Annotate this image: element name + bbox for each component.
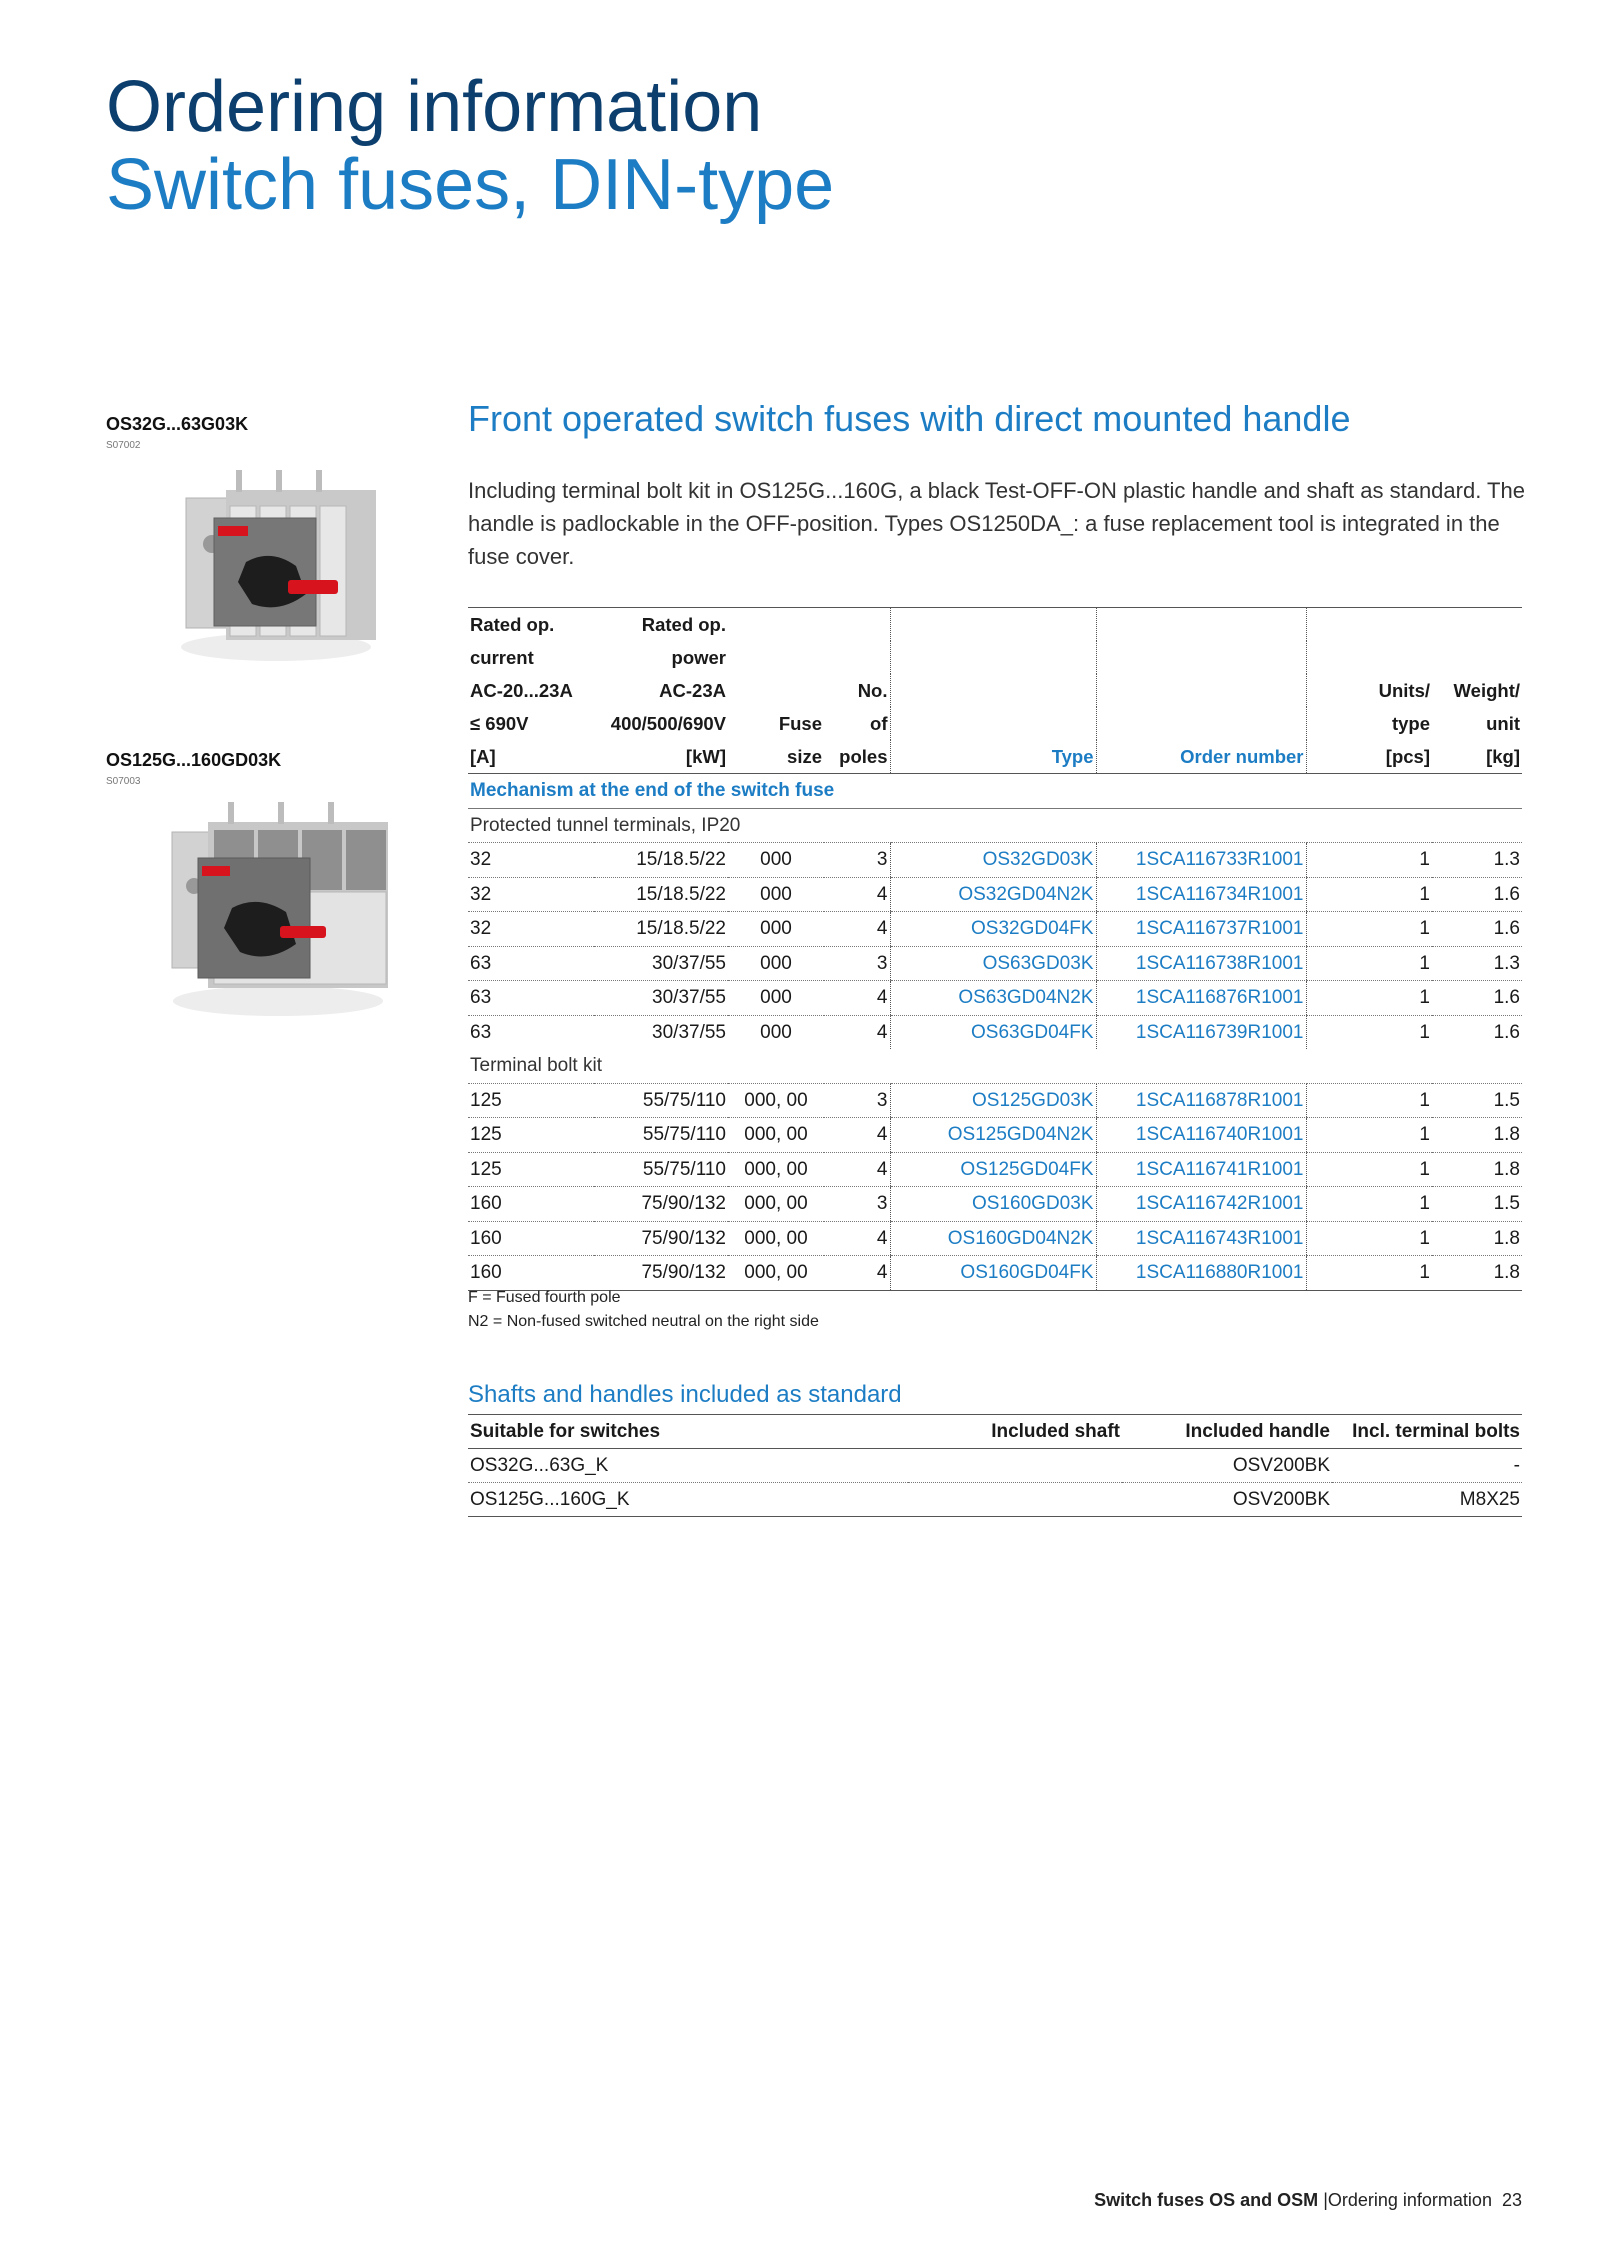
cell-weight: 1.3	[1432, 946, 1522, 981]
shafts-header-cell: Included shaft	[908, 1415, 1122, 1449]
header-row-4	[468, 707, 1522, 740]
page-title	[106, 68, 834, 224]
header-cell	[1096, 674, 1306, 707]
shafts-row	[468, 1483, 1522, 1517]
mechanism-row	[468, 774, 1522, 809]
cell-power: 55/75/110	[594, 1083, 728, 1118]
cell-current: 32	[468, 912, 594, 947]
header-cell	[728, 674, 824, 707]
header-cell	[890, 641, 1096, 674]
cell-type[interactable]: OS160GD04N2K	[890, 1221, 1096, 1256]
cell-units: 1	[1306, 946, 1432, 981]
page-footer	[1094, 2190, 1522, 2211]
cell-switch: OS32G...63G_K	[468, 1449, 908, 1483]
header-cell	[890, 674, 1096, 707]
cell-weight: 1.6	[1432, 877, 1522, 912]
header-cell	[728, 608, 824, 642]
header-cell: [pcs]	[1306, 740, 1432, 774]
section-title: Front operated switch fuses with direct mounted handle	[468, 398, 1351, 439]
cell-current: 63	[468, 946, 594, 981]
table-row	[468, 843, 1522, 878]
cell-order-number[interactable]: 1SCA116740R1001	[1096, 1118, 1306, 1153]
cell-handle: OSV200BK	[1232, 1489, 1330, 1510]
cell-order-number[interactable]: 1SCA116734R1001	[1096, 877, 1306, 912]
cell-poles: 4	[824, 1118, 890, 1153]
cell-current: 63	[468, 981, 594, 1016]
cell-order-number[interactable]: 1SCA116878R1001	[1096, 1083, 1306, 1118]
table-row	[468, 1118, 1522, 1153]
table-row	[468, 1256, 1522, 1291]
cell-shaft	[908, 1449, 1122, 1483]
cell-units: 1	[1306, 1083, 1432, 1118]
page-number: 23	[1501, 2190, 1522, 2210]
cell-current: 160	[468, 1187, 594, 1222]
cell-weight: 1.8	[1432, 1221, 1522, 1256]
cell-poles: 4	[824, 1152, 890, 1187]
cell-weight: 1.6	[1493, 1021, 1520, 1043]
group-label: Terminal bolt kit	[468, 1049, 890, 1083]
cell-fuse-size: 000, 00	[744, 1262, 808, 1283]
cell-shaft	[908, 1483, 1122, 1517]
cell-power: 30/37/55	[652, 1021, 726, 1043]
table-row	[468, 1015, 1522, 1049]
cell-power: 15/18.5/22	[594, 877, 728, 912]
table-notes	[468, 1286, 819, 1334]
cell-terminal-bolts: -	[1332, 1449, 1522, 1483]
cell-poles: 3	[824, 843, 890, 878]
header-cell: AC-23A	[659, 680, 726, 701]
cell-power: 15/18.5/22	[594, 843, 728, 878]
cell-fuse-size: 000, 00	[728, 1083, 824, 1118]
cell-order-number[interactable]: 1SCA116880R1001	[1096, 1256, 1306, 1291]
table-row	[468, 1083, 1522, 1118]
cell-type[interactable]: OS63GD03K	[890, 946, 1096, 981]
product-code-1: S07002	[106, 440, 141, 451]
header-cell: Fuse	[778, 713, 822, 734]
cell-weight: 1.5	[1432, 1187, 1522, 1222]
cell-poles: 4	[824, 877, 890, 912]
header-cell	[1306, 608, 1432, 642]
header-cell: poles	[824, 740, 890, 774]
cell-order-number[interactable]: 1SCA116737R1001	[1096, 912, 1306, 947]
cell-fuse-size: 000, 00	[728, 1187, 824, 1222]
table-row	[468, 912, 1522, 947]
cell-fuse-size: 000	[728, 843, 824, 878]
shafts-header-cell: Included handle	[1122, 1415, 1332, 1449]
cell-order-number[interactable]: 1SCA116876R1001	[1096, 981, 1306, 1016]
cell-current: 160	[470, 1262, 502, 1283]
cell-weight: 1.3	[1432, 843, 1522, 878]
cell-poles: 4	[824, 912, 890, 947]
table-row	[468, 1187, 1522, 1222]
cell-type[interactable]: OS32GD04FK	[890, 912, 1096, 947]
cell-units: 1	[1306, 1187, 1432, 1222]
header-cell: 400/500/690V	[610, 713, 726, 734]
cell-current: 32	[468, 843, 594, 878]
header-row-2	[468, 641, 1522, 674]
cell-power: 30/37/55	[594, 946, 728, 981]
cell-current: 125	[468, 1118, 594, 1153]
cell-poles: 4	[876, 1021, 888, 1043]
cell-units: 1	[1306, 1152, 1432, 1187]
cell-type[interactable]: OS125GD03K	[890, 1083, 1096, 1118]
cell-current: 32	[468, 877, 594, 912]
header-cell: unit	[1486, 713, 1520, 734]
cell-units: 1	[1306, 912, 1432, 947]
header-cell	[890, 707, 1096, 740]
header-cell	[824, 608, 890, 642]
header-cell	[1306, 641, 1432, 674]
header-row-1	[468, 608, 1522, 642]
cell-type[interactable]: OS32GD04N2K	[890, 877, 1096, 912]
footer-section: Switch fuses OS and OSM	[1094, 2190, 1319, 2210]
shafts-header-cell: Suitable for switches	[468, 1415, 908, 1449]
header-cell	[728, 641, 824, 674]
header-cell	[1432, 641, 1522, 674]
header-cell	[1096, 707, 1306, 740]
group-row	[468, 808, 1522, 843]
cell-weight: 1.6	[1432, 981, 1522, 1016]
page-title-line1: Ordering information	[106, 67, 763, 147]
cell-poles: 3	[824, 1083, 890, 1118]
cell-power: 30/37/55	[594, 981, 728, 1016]
cell-type[interactable]: OS125GD04N2K	[890, 1118, 1096, 1153]
table-row	[468, 1221, 1522, 1256]
cell-fuse-size: 000	[728, 877, 824, 912]
cell-switch: OS125G...160G_K	[470, 1489, 630, 1510]
header-cell: [kg]	[1432, 740, 1522, 774]
cell-terminal-bolts: M8X25	[1459, 1489, 1520, 1510]
cell-order-number[interactable]: 1SCA116738R1001	[1096, 946, 1306, 981]
cell-type[interactable]: OS63GD04N2K	[890, 981, 1096, 1016]
header-cell	[824, 641, 890, 674]
cell-power: 55/75/110	[594, 1152, 728, 1187]
cell-poles: 3	[824, 1187, 890, 1222]
header-cell: current	[470, 647, 534, 668]
cell-fuse-size: 000	[728, 912, 824, 947]
cell-weight: 1.8	[1493, 1262, 1520, 1283]
product-image-2	[168, 796, 388, 1031]
header-cell-order-number: Order number	[1096, 740, 1306, 774]
cell-fuse-size: 000, 00	[728, 1118, 824, 1153]
cell-fuse-size: 000	[760, 1021, 792, 1043]
cell-power: 15/18.5/22	[594, 912, 728, 947]
product-image-1	[176, 462, 376, 677]
product-label-2: OS125G...160GD03K	[106, 750, 282, 770]
cell-fuse-size: 000, 00	[728, 1152, 824, 1187]
cell-units: 1	[1306, 1015, 1432, 1049]
table-row	[468, 946, 1522, 981]
group-label: Protected tunnel terminals, IP20	[468, 808, 890, 843]
header-cell: Rated op.	[641, 614, 726, 635]
header-cell	[1096, 641, 1306, 674]
cell-poles: 4	[876, 1262, 888, 1283]
cell-units: 1	[1306, 1118, 1432, 1153]
cell-fuse-size: 000, 00	[728, 1221, 824, 1256]
header-cell: power	[671, 647, 726, 668]
cell-type[interactable]: OS160GD03K	[890, 1187, 1096, 1222]
header-row-5	[468, 740, 1522, 774]
group-row	[468, 1049, 1522, 1083]
cell-weight: 1.8	[1432, 1152, 1522, 1187]
cell-poles: 3	[824, 946, 890, 981]
cell-units: 1	[1306, 1256, 1432, 1291]
header-cell: AC-20...23A	[470, 680, 573, 701]
mechanism-label: Mechanism at the end of the switch fuse	[468, 774, 1522, 809]
cell-weight: 1.6	[1432, 912, 1522, 947]
cell-poles: 4	[824, 981, 890, 1016]
cell-power: 75/90/132	[641, 1262, 726, 1283]
header-cell: [kW]	[594, 740, 728, 774]
cell-handle: OSV200BK	[1122, 1449, 1332, 1483]
footer-separator: |	[1323, 2190, 1328, 2210]
cell-units: 1	[1306, 1221, 1432, 1256]
shafts-title: Shafts and handles included as standard	[468, 1381, 902, 1408]
ordering-table	[468, 607, 1522, 1291]
cell-weight: 1.5	[1432, 1083, 1522, 1118]
cell-units: 1	[1306, 877, 1432, 912]
cell-type[interactable]: OS125GD04FK	[890, 1152, 1096, 1187]
table-row	[468, 877, 1522, 912]
cell-order-number[interactable]: 1SCA116739R1001	[1096, 1015, 1306, 1049]
shafts-row	[468, 1449, 1522, 1483]
header-cell: Weight/	[1453, 680, 1520, 701]
cell-order-number[interactable]: 1SCA116742R1001	[1096, 1187, 1306, 1222]
cell-power: 55/75/110	[594, 1118, 728, 1153]
cell-type[interactable]: OS32GD03K	[890, 843, 1096, 878]
cell-fuse-size: 000	[728, 981, 824, 1016]
cell-units: 1	[1306, 843, 1432, 878]
cell-type[interactable]: OS63GD04FK	[890, 1015, 1096, 1049]
header-cell	[1096, 608, 1306, 642]
header-cell	[1432, 608, 1522, 642]
page-title-line2: Switch fuses, DIN-type	[106, 145, 835, 225]
cell-poles: 4	[824, 1221, 890, 1256]
shafts-table	[468, 1414, 1522, 1517]
header-cell: ≤ 690V	[470, 713, 529, 734]
footer-chapter: Ordering information	[1327, 2190, 1492, 2210]
table-row	[468, 1152, 1522, 1187]
note-fused-pole: F = Fused fourth pole	[468, 1289, 621, 1306]
cell-fuse-size: 000	[728, 946, 824, 981]
header-cell: size	[728, 740, 824, 774]
cell-type[interactable]: OS160GD04FK	[890, 1256, 1096, 1291]
header-cell: [A]	[468, 740, 594, 774]
product-code-2: S07003	[106, 776, 141, 787]
cell-current: 160	[468, 1221, 594, 1256]
product-label-1: OS32G...63G03K	[106, 414, 249, 434]
header-row-3	[468, 674, 1522, 707]
header-cell: type	[1306, 707, 1432, 740]
header-cell: No.	[857, 680, 888, 701]
header-cell	[890, 608, 1096, 642]
cell-power: 75/90/132	[594, 1187, 728, 1222]
note-non-fused-neutral: N2 = Non-fused switched neutral on the right side	[468, 1313, 819, 1330]
cell-units: 1	[1306, 981, 1432, 1016]
table-row	[468, 981, 1522, 1016]
cell-current: 63	[470, 1021, 492, 1043]
cell-current: 125	[468, 1083, 594, 1118]
header-cell: Rated op.	[470, 614, 555, 635]
cell-weight: 1.8	[1432, 1118, 1522, 1153]
header-cell: Units/	[1306, 674, 1432, 707]
section-intro: Including terminal bolt kit in OS125G...160G, a black Test-OFF-ON plastic handle and shaft as standard. The handle is padlockable in the OFF-position. Types OS1250DA_: a fuse replacement tool is integrated in the fuse cover.	[468, 478, 1525, 569]
cell-current: 125	[468, 1152, 594, 1187]
shafts-header-row	[468, 1415, 1522, 1449]
cell-order-number[interactable]: 1SCA116741R1001	[1096, 1152, 1306, 1187]
cell-order-number[interactable]: 1SCA116743R1001	[1096, 1221, 1306, 1256]
cell-order-number[interactable]: 1SCA116733R1001	[1096, 843, 1306, 878]
header-cell: of	[870, 713, 888, 734]
cell-power: 75/90/132	[594, 1221, 728, 1256]
shafts-header-cell: Incl. terminal bolts	[1332, 1415, 1522, 1449]
header-cell-type: Type	[890, 740, 1096, 774]
